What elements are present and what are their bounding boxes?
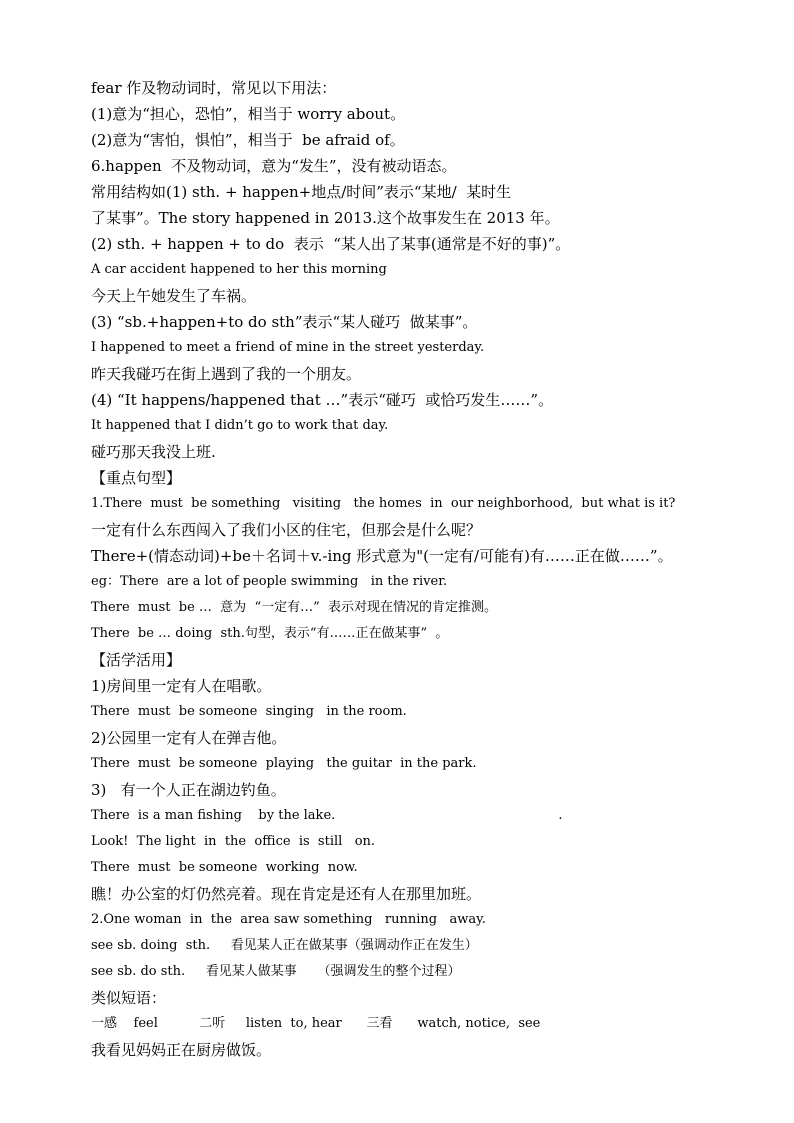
text-line-26: 2)公园里一定有人在弹吉他。: [91, 729, 287, 747]
text-line-24: 1)房间里一定有人在唱歌。: [91, 677, 272, 695]
text-line-27: There must be someone playing the guitar in the park.: [91, 756, 477, 771]
text-line-22: There be … doing sth.句型，表示“有……正在做某事” 。: [91, 626, 449, 641]
text-line-5: 常用结构如(1) sth. + happen+地点/时间”表示“某地/ 某时生: [91, 183, 512, 201]
text-line-11: I happened to meet a friend of mine in the street yesterday.: [91, 340, 485, 355]
text-line-31: There must be someone working now.: [91, 860, 358, 875]
text-line-1: fear 作及物动词时，常见以下用法：: [91, 79, 337, 97]
text-line-3: (2)意为“害怕，惧怕”，相当于 be afraid of。: [91, 131, 405, 149]
text-line-21: There must be … 意为 “一定有…” 表示对现在情况的肯定推测。: [91, 600, 498, 615]
text-line-28: 3) 有一个人正在湖边钓鱼。: [91, 781, 286, 799]
text-line-35: see sb. do sth. 看见某人做某事 （强调发生的整个过程）: [91, 964, 461, 979]
text-line-9: 今天上午她发生了车祸。: [91, 287, 257, 305]
text-line-18: 一定有什么东西闯入了我们小区的住宅，但那会是什么呢？: [91, 521, 482, 539]
text-line-10: (3) “sb.+happen+to do sth”表示“某人碰巧 做某事”。: [91, 313, 478, 331]
text-line-30: Look! The light in the office is still on.: [91, 834, 376, 849]
text-line-20: eg：There are a lot of people swimming in the river.: [91, 574, 448, 589]
text-line-4: 6.happen 不及物动词，意为“发生”，没有被动语态。: [91, 157, 457, 175]
text-line-25: There must be someone singing in the room.: [91, 704, 407, 719]
text-line-36: 类似短语：: [91, 989, 167, 1007]
text-line-32: 瞧！办公室的灯仍然亮着。现在肯定是还有人在那里加班。: [91, 885, 482, 903]
text-line-19: There+(情态动词)+be＋名词＋v.-ing 形式意为"(一定有/可能有)有……正在做……”。: [91, 547, 673, 565]
text-line-2: (1)意为“担心，恐怕”，相当于 worry about。: [91, 105, 406, 123]
text-line-6: 了某事”。The story happened in 2013.这个故事发生在 2013 年。: [91, 209, 560, 227]
text-line-34: see sb. doing sth. 看见某人正在做某事（强调动作正在发生）: [91, 938, 478, 953]
text-line-38: 我看见妈妈正在厨房做饭。: [91, 1041, 272, 1059]
section-heading-practice: 【活学活用】: [91, 651, 182, 669]
text-line-17: 1.There must be something visiting the homes in our neighborhood, but what is it?: [91, 496, 676, 511]
section-heading-key-sentences: 【重点句型】: [91, 469, 182, 487]
text-line-7: (2) sth. + happen + to do 表示 “某人出了某事(通常是不好的事)”。: [91, 235, 571, 253]
text-line-33: 2.One woman in the area saw something running away.: [91, 912, 486, 927]
text-line-15: 碰巧那天我没上班.: [91, 443, 216, 461]
text-line-8: A car accident happened to her this morning: [91, 262, 387, 277]
text-line-29: There is a man fishing by the lake. .: [91, 808, 563, 823]
text-line-13: (4) “It happens/happened that …”表示“碰巧 或恰巧发生……”。: [91, 391, 554, 409]
text-line-14: It happened that I didn’t go to work that day.: [91, 418, 389, 433]
text-line-37: 一感 feel 二听 listen to, hear 三看 watch, notice, see: [91, 1016, 541, 1031]
text-line-12: 昨天我碰巧在街上遇到了我的一个朋友。: [91, 365, 362, 383]
